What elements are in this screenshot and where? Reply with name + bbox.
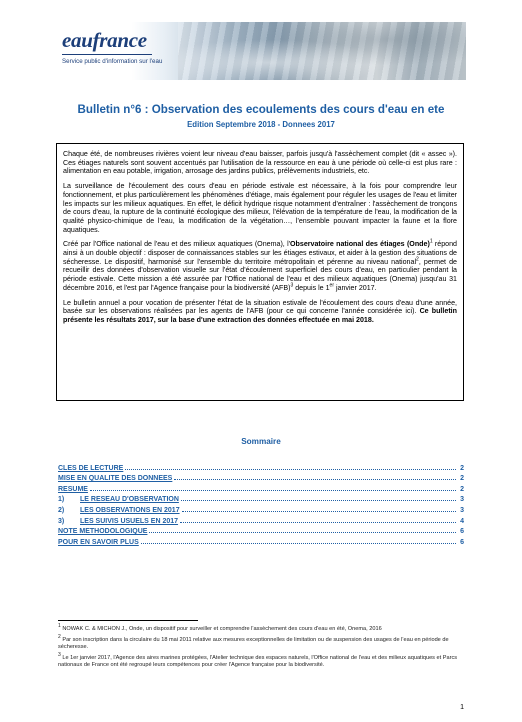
intro-paragraph-4: Le bulletin annuel a pour vocation de présenter l'état de la situation estivale de l'écoulement des cours d'eau d'une année, basée sur les observations réalisées par les agents de l'AFB (pour ce qui concerne l'année considérée ici). Ce bulletin présente les résultats 2017, sur la base d'une extraction des données effectuée en mai 2018. [63,298,457,324]
intro-box [56,143,464,401]
toc-label[interactable]: NOTE METHODOLOGIQUE [58,528,148,536]
intro-paragraph-3: Créé par l'Office national de l'eau et des milieux aquatiques (Onema), l'Observatoire national des étiages (Onde)$^1$ répond ainsi à un double objectif : disposer de connaissances stables sur les étiages estivaux, et aider à la gestion des situations de sécheresse. Le dispositif, harmonisé sur l'ensemble du territoire métropolitain et pérenne au niveau national$^2$, permet de recueillir des données d'observation visuelle sur l'état d'écoulement superficiel des cours d'eau, en particulier pendant la période estivale. Cette mission a été assurée par l'Office national de l'eau et des milieux aquatiques (Onema) jusqu'au 31 décembre 2016, et l'est par l'Agence française pour la biodiversité (AFB)$^3$ depuis le 1er janvier 2017. [63,238,458,292]
toc-item[interactable] [58,514,464,525]
toc-page: 3 [460,506,464,514]
toc-item[interactable] [58,461,464,472]
toc-label[interactable]: LE RESEAU D'OBSERVATION [80,496,179,504]
toc-page: 6 [460,538,464,546]
toc-page: 2 [460,485,464,493]
river-photo [178,22,466,80]
bulletin-subtitle: Edition Septembre 2018 - Donnees 2017 [187,120,335,129]
toc-item[interactable] [58,472,464,483]
logo-subtitle: Service public d'information sur l'eau [62,58,163,65]
footnote-1: $^1$ NOWAK C. & MICHON J., Onde, un dispositif pour surveiller et comprendre l'assèchement des cours d'eau en été, Onema, 2016 [58,623,382,632]
toc-page: 6 [460,528,464,536]
bulletin-title: Bulletin n°6 : Observation des ecoulements des cours d'eau en ete [77,103,445,116]
page-number: 1 [460,704,464,711]
footnote-2: $^2$ Par son inscription dans la circulaire du 18 mai 2011 relative aux mesures exceptionnelles de limitation ou de suspension des usages de l'eau en période de sécheresse. [58,634,449,650]
toc-label[interactable]: RESUME [58,485,88,493]
toc-label[interactable]: LES SUIVIS USUELS EN 2017 [80,517,179,525]
intro-paragraph-1: Chaque été, de nombreuses rivières voient leur niveau d'eau baisser, parfois jusqu'à l'assèchement complet (dit « assec »). Ces étiages naturels sont souvent accentués par l'utilisation de la ressource en eau à une période où celle-ci est plus rare : alimentation en eau potable, irrigation, arrosage des jardins publics, prélèvements industriels, etc. [63,150,457,176]
logo-underline [62,54,152,55]
toc-label[interactable]: POUR EN SAVOIR PLUS [58,538,139,546]
toc-item[interactable] [58,493,464,504]
toc-page: 3 [460,496,464,504]
toc-label[interactable]: MISE EN QUALITE DES DONNEES [58,475,173,483]
toc-number: 2) [58,506,65,514]
toc-item[interactable] [58,503,464,514]
toc-page: 4 [460,517,464,525]
toc-page: 2 [460,475,464,483]
footnote-3: $^3$ Le 1er janvier 2017, l'Agence des aires marines protégées, l'Atelier technique des espaces naturels, l'Office national de l'eau et des milieux aquatiques et Parcs nationaux de France ont été regroupé leurs compétences pour créer l'Agence française pour la biodiversité. [58,652,458,668]
table-of-contents [58,461,464,546]
toc-page: 2 [460,464,464,472]
toc-title: Sommaire [241,437,281,446]
toc-number: 1) [58,496,65,504]
toc-number: 3) [58,517,65,525]
toc-item[interactable] [58,525,464,536]
toc-item[interactable] [58,482,464,493]
toc-label[interactable]: CLES DE LECTURE [58,464,124,472]
intro-paragraph-2: La surveillance de l'écoulement des cours d'eau en période estivale est nécessaire, à la fois pour comprendre leur fonctionnement, et plus particulièrement les phénomènes d'étiage, mais également pour réguler les usages de l'eau et limiter les impacts sur les milieux aquatiques. En effet, le déficit hydrique risque notamment d'entraîner : l'assèchement de tronçons de cours d'eau, la rupture de la continuité écologique des milieux, l'élévation de la température de l'eau, la modification de la qualité physico-chimique de l'eau, la modification de la végétation…, l'ensemble pouvant impacter la faune et la flore aquatiques. [63,182,457,234]
toc-label[interactable]: LES OBSERVATIONS EN 2017 [80,506,180,514]
toc-item[interactable] [58,535,464,546]
eaufrance-logo: eaufrance [62,28,147,52]
footnotes [58,623,464,673]
footnote-separator [58,620,198,621]
